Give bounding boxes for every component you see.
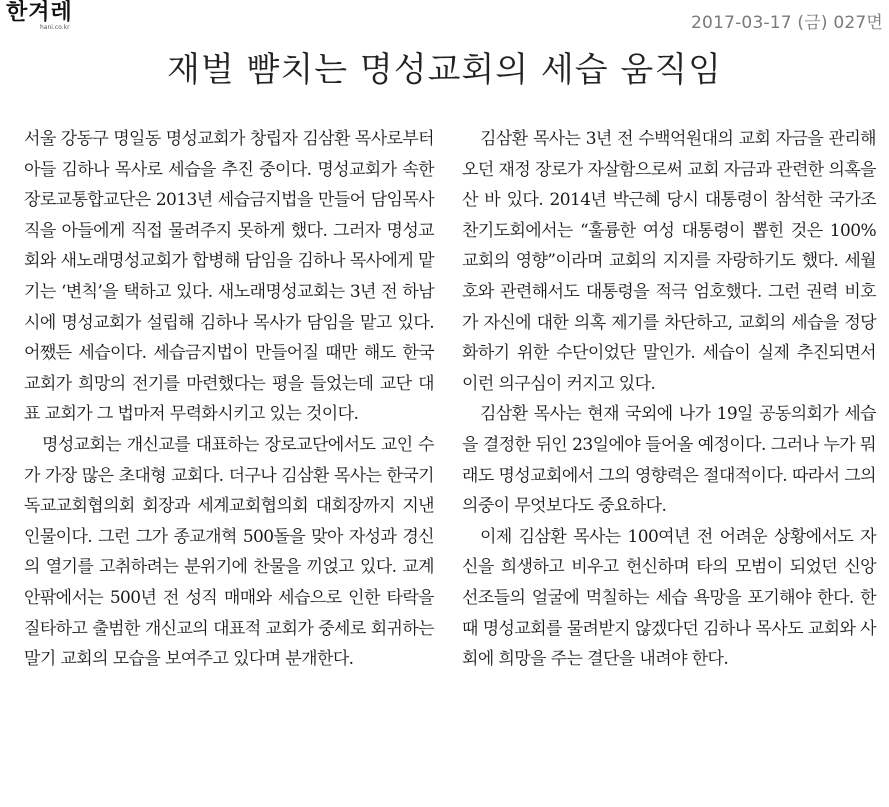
article-column-right (462, 124, 876, 675)
article-column-left (24, 124, 434, 675)
logo-text: 한겨레 (6, 0, 73, 25)
article-paragraph: 김삼환 목사는 현재 국외에 나가 19일 공동의회가 세습을 결정한 뒤인 23일에야 들어올 예정이다. 그러나 누가 뭐래도 명성교회에서 그의 영향력은 절대적이다. 따라서 그의 의중이 무엇보다도 중요하다. (462, 404, 876, 517)
article-paragraph: 이제 김삼환 목사는 100여년 전 어려운 상황에서도 자신을 희생하고 비우고 헌신하며 타의 모범이 되었던 신앙 선조들의 얼굴에 먹칠하는 세습 욕망을 포기해야 한다. 한때 명성교회를 물려받지 않겠다던 김하나 목사도 교회와 사회에 희망을 주는 결단을 내려야 한다. (462, 526, 876, 670)
newspaper-logo (6, 2, 73, 32)
article-paragraph: 서울 강동구 명일동 명성교회가 창립자 김삼환 목사로부터 아들 김하나 목사로 세습을 추진 중이다. 명성교회가 속한 장로교통합교단은 2013년 세습금지법을 만들어 담임목사직을 아들에게 직접 물려주지 못하게 했다. 그러자 명성교회와 새노래명성교회가 합병해 담임을 김하나 목사에게 맡기는 ‘변칙’을 택하고 있다. 새노래명성교회는 3년 전 하남시에 명성교회가 설립해 김하나 목사가 담임을 맡고 있다. 어쨌든 세습이다. 세습금지법이 만들어질 때만 해도 한국 교회가 희망의 전기를 마련했다는 평을 들었는데 교단 대표 교회가 그 법마저 무력화시키고 있는 것이다. (24, 129, 434, 425)
logo-subtext: hani.co.kr (40, 24, 70, 31)
dateline: 2017-03-17 (금) 027면 (691, 13, 883, 33)
headline: 재벌 뺨치는 명성교회의 세습 움직임 (167, 50, 722, 90)
article-paragraph: 명성교회는 개신교를 대표하는 장로교단에서도 교인 수가 가장 많은 초대형 교회다. 더구나 김삼환 목사는 한국기독교교회협의회 회장과 세계교회협의회 대회장까지 지낸 인물이다. 그런 그가 종교개혁 500돌을 맞아 자성과 경신의 열기를 고취하려는 분위기에 찬물을 끼얹고 있다. 교계 안팎에서는 500년 전 성직 매매와 세습으로 인한 타락을 질타하고 출범한 개신교의 대표적 교회가 중세로 회귀하는 말기 교회의 모습을 보여주고 있다며 분개한다. (24, 434, 434, 670)
article-paragraph: 김삼환 목사는 3년 전 수백억원대의 교회 자금을 관리해오던 재정 장로가 자살함으로써 교회 자금과 관련한 의혹을 산 바 있다. 2014년 박근혜 당시 대통령이 참석한 국가조찬기도회에서는 “훌륭한 여성 대통령이 뽑힌 것은 100% 교회의 영향”이라며 교회의 지지를 자랑하기도 했다. 세월호와 관련해서도 대통령을 적극 엄호했다. 그런 권력 비호가 자신에 대한 의혹 제기를 차단하고, 교회의 세습을 정당화하기 위한 수단이었단 말인가. 세습이 실제 추진되면서 이런 의구심이 커지고 있다. (462, 129, 876, 394)
